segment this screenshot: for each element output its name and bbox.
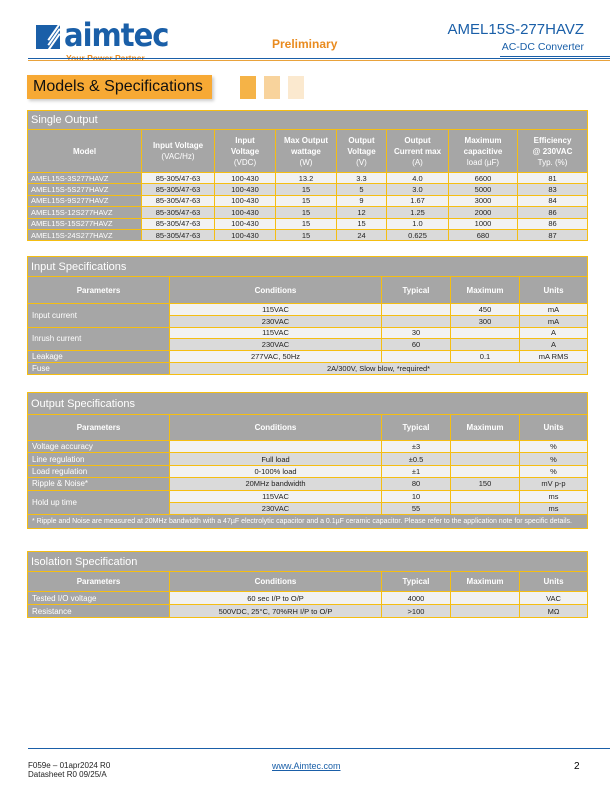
table-cell: 84 bbox=[518, 195, 588, 206]
parameter-name: Load regulation bbox=[28, 465, 170, 477]
table-cell: 55 bbox=[382, 502, 451, 514]
table-row bbox=[28, 184, 588, 195]
table-title-row bbox=[28, 552, 588, 572]
table-cell: 6600 bbox=[449, 173, 518, 184]
table-cell: 2000 bbox=[449, 207, 518, 218]
table-cell: 1.67 bbox=[387, 195, 449, 206]
table-cell: 230VAC bbox=[170, 315, 382, 327]
table-title: Isolation Specification bbox=[28, 552, 588, 572]
table-cell bbox=[451, 453, 520, 465]
table-cell: 100-430 bbox=[215, 207, 276, 218]
table-row bbox=[28, 218, 588, 229]
table-title-row bbox=[28, 111, 588, 130]
table-cell: 680 bbox=[449, 229, 518, 240]
table-cell: >100 bbox=[382, 605, 451, 618]
table-cell: 86 bbox=[518, 218, 588, 229]
header-line: (A) bbox=[412, 157, 423, 167]
column-header-row bbox=[28, 130, 588, 173]
header-line: Output bbox=[404, 135, 431, 145]
footnote-row bbox=[28, 515, 588, 529]
table-cell: 15 bbox=[276, 218, 337, 229]
table-cell: % bbox=[520, 465, 588, 477]
column-header: Units bbox=[520, 572, 588, 592]
table-row bbox=[28, 195, 588, 206]
table-row bbox=[28, 605, 588, 618]
table-cell: 10 bbox=[382, 490, 451, 502]
table-cell: 86 bbox=[518, 207, 588, 218]
column-header bbox=[518, 130, 588, 173]
table-cell: 100-430 bbox=[215, 195, 276, 206]
table-cell bbox=[170, 441, 382, 453]
table-cell bbox=[451, 490, 520, 502]
column-header: Conditions bbox=[170, 572, 382, 592]
table-row bbox=[28, 478, 588, 490]
header-line: Output bbox=[348, 135, 375, 145]
table-row bbox=[28, 173, 588, 184]
table-cell: 5000 bbox=[449, 184, 518, 195]
model-name: AMEL15S-12S277HAVZ bbox=[28, 207, 142, 218]
decor-square bbox=[288, 76, 304, 99]
table-cell bbox=[451, 441, 520, 453]
model-name: AMEL15S-24S277HAVZ bbox=[28, 229, 142, 240]
logo-text: aimtec bbox=[64, 16, 169, 54]
table-cell: 85-305/47-63 bbox=[142, 218, 215, 229]
header-line: (W) bbox=[299, 157, 313, 167]
table-row bbox=[28, 441, 588, 453]
table-cell: 60 sec I/P to O/P bbox=[170, 592, 382, 605]
table-cell: 9 bbox=[337, 195, 387, 206]
table-cell: mA bbox=[520, 304, 588, 316]
table-cell: 30 bbox=[382, 327, 451, 339]
model-name: AMEL15S-3S277HAVZ bbox=[28, 173, 142, 184]
header-line: Voltage bbox=[347, 146, 376, 156]
table-row bbox=[28, 327, 588, 339]
header-line: Input Voltage bbox=[152, 141, 204, 150]
isolation-specs-table bbox=[27, 551, 588, 618]
table-cell: A bbox=[520, 327, 588, 339]
parameter-name: Fuse bbox=[28, 362, 170, 374]
table-cell: 1.0 bbox=[387, 218, 449, 229]
table-cell: 85-305/47-63 bbox=[142, 173, 215, 184]
column-header bbox=[387, 130, 449, 173]
table-cell: A bbox=[520, 339, 588, 351]
column-header bbox=[449, 130, 518, 173]
header-line: (VAC/Hz) bbox=[161, 152, 195, 161]
table-cell: 85-305/47-63 bbox=[142, 184, 215, 195]
parameter-name: Line regulation bbox=[28, 453, 170, 465]
table-title-row bbox=[28, 257, 588, 277]
table-cell: 3.0 bbox=[387, 184, 449, 195]
header-line: capacitive bbox=[463, 146, 503, 156]
table-row bbox=[28, 207, 588, 218]
table-cell: 300 bbox=[451, 315, 520, 327]
parameter-name: Ripple & Noise* bbox=[28, 478, 170, 490]
table-cell: 100-430 bbox=[215, 184, 276, 195]
table-row bbox=[28, 304, 588, 316]
website-link[interactable]: www.Aimtec.com bbox=[272, 761, 341, 771]
column-header-row bbox=[28, 572, 588, 592]
column-header: Conditions bbox=[170, 415, 382, 441]
table-cell: 100-430 bbox=[215, 229, 276, 240]
table-row bbox=[28, 362, 588, 374]
merged-cell: 2A/300V, Slow blow, *required* bbox=[170, 362, 588, 374]
table-cell bbox=[451, 502, 520, 514]
table-cell: ms bbox=[520, 502, 588, 514]
column-header bbox=[142, 130, 215, 173]
column-header: Parameters bbox=[28, 572, 170, 592]
column-header bbox=[276, 130, 337, 173]
table-cell: mA RMS bbox=[520, 351, 588, 363]
table-cell: MΩ bbox=[520, 605, 588, 618]
table-cell: 15 bbox=[276, 195, 337, 206]
header-line: (VDC) bbox=[233, 157, 257, 167]
table-cell: ±1 bbox=[382, 465, 451, 477]
table-cell bbox=[382, 351, 451, 363]
header-line: @ 230VAC bbox=[532, 146, 573, 156]
table-row bbox=[28, 592, 588, 605]
section-title: Models & Specifications bbox=[27, 75, 212, 99]
table-cell: 81 bbox=[518, 173, 588, 184]
table-cell: 85-305/47-63 bbox=[142, 229, 215, 240]
parameter-name: Input current bbox=[28, 304, 170, 328]
table-cell: 85-305/47-63 bbox=[142, 195, 215, 206]
table-cell: ms bbox=[520, 490, 588, 502]
table-cell: 450 bbox=[451, 304, 520, 316]
column-header: Typical bbox=[382, 277, 451, 304]
model-name: AMEL15S-5S277HAVZ bbox=[28, 184, 142, 195]
column-header: Typical bbox=[382, 572, 451, 592]
footer-divider bbox=[28, 748, 610, 749]
decor-square bbox=[264, 76, 280, 99]
column-header-row bbox=[28, 415, 588, 441]
page-number: 2 bbox=[574, 761, 580, 772]
parameter-name: Leakage bbox=[28, 351, 170, 363]
column-header: Parameters bbox=[28, 415, 170, 441]
column-header: Maximum bbox=[451, 572, 520, 592]
table-row bbox=[28, 465, 588, 477]
header-line: Voltage bbox=[230, 146, 260, 156]
column-header: Units bbox=[520, 277, 588, 304]
table-cell: 150 bbox=[451, 478, 520, 490]
table-cell: 4.0 bbox=[387, 173, 449, 184]
column-header bbox=[28, 130, 142, 173]
datasheet-rev: Datasheet R0 09/25/A bbox=[28, 770, 107, 779]
table-cell bbox=[382, 304, 451, 316]
table-cell: 277VAC, 50Hz bbox=[170, 351, 382, 363]
output-specs-table bbox=[27, 392, 588, 529]
header-line: Current max bbox=[393, 146, 442, 156]
column-header: Conditions bbox=[170, 277, 382, 304]
column-header: Maximum bbox=[451, 277, 520, 304]
table-row bbox=[28, 351, 588, 363]
table-cell: 80 bbox=[382, 478, 451, 490]
table-cell: 230VAC bbox=[170, 339, 382, 351]
decor-square bbox=[240, 76, 256, 99]
table-cell: 83 bbox=[518, 184, 588, 195]
table-cell bbox=[451, 339, 520, 351]
logo-mark-icon bbox=[36, 25, 60, 49]
table-cell: 3.3 bbox=[337, 173, 387, 184]
column-header: Maximum bbox=[451, 415, 520, 441]
table-cell: 500VDC, 25°C, 70%RH I/P to O/P bbox=[170, 605, 382, 618]
table-cell: 20MHz bandwidth bbox=[170, 478, 382, 490]
table-cell: 85-305/47-63 bbox=[142, 207, 215, 218]
table-cell bbox=[451, 327, 520, 339]
table-cell: 115VAC bbox=[170, 327, 382, 339]
parameter-name: Hold up time bbox=[28, 490, 170, 515]
header-line: Input bbox=[235, 135, 255, 145]
table-cell: 4000 bbox=[382, 592, 451, 605]
table-row bbox=[28, 453, 588, 465]
header-line: Max Output bbox=[284, 135, 328, 145]
table-cell bbox=[451, 592, 520, 605]
table-cell: 1000 bbox=[449, 218, 518, 229]
table-title-row bbox=[28, 393, 588, 415]
table-cell: 230VAC bbox=[170, 502, 382, 514]
table-cell: ±3 bbox=[382, 441, 451, 453]
parameter-name: Voltage accuracy bbox=[28, 441, 170, 453]
table-cell: 100-430 bbox=[215, 173, 276, 184]
table-row bbox=[28, 490, 588, 502]
table-cell bbox=[451, 465, 520, 477]
parameter-name: Inrush current bbox=[28, 327, 170, 351]
column-header: Units bbox=[520, 415, 588, 441]
model-title: AMEL15S-277HAVZ bbox=[447, 21, 584, 38]
table-cell bbox=[382, 315, 451, 327]
column-header: Typical bbox=[382, 415, 451, 441]
table-cell: 15 bbox=[276, 229, 337, 240]
table-cell: ±0.5 bbox=[382, 453, 451, 465]
table-cell: VAC bbox=[520, 592, 588, 605]
subtitle-divider bbox=[500, 56, 610, 57]
column-header bbox=[215, 130, 276, 173]
header-divider bbox=[28, 58, 610, 59]
table-cell: % bbox=[520, 453, 588, 465]
table-cell: mV p-p bbox=[520, 478, 588, 490]
header-line: Maximum bbox=[464, 135, 502, 145]
table-cell: Full load bbox=[170, 453, 382, 465]
header-line: load (µF) bbox=[466, 157, 500, 167]
parameter-name: Tested I/O voltage bbox=[28, 592, 170, 605]
column-header: Parameters bbox=[28, 277, 170, 304]
table-cell: % bbox=[520, 441, 588, 453]
table-title: Single Output bbox=[28, 111, 588, 130]
table-cell: 15 bbox=[276, 207, 337, 218]
table-cell: 0.625 bbox=[387, 229, 449, 240]
table-title: Input Specifications bbox=[28, 257, 588, 277]
table-cell: 15 bbox=[276, 184, 337, 195]
table-cell: 87 bbox=[518, 229, 588, 240]
header-line: wattage bbox=[291, 146, 321, 156]
model-name: AMEL15S-9S277HAVZ bbox=[28, 195, 142, 206]
table-row bbox=[28, 229, 588, 240]
header-line: (V) bbox=[356, 157, 367, 167]
table-cell: 100-430 bbox=[215, 218, 276, 229]
table-cell: 1.25 bbox=[387, 207, 449, 218]
header-line: Efficiency bbox=[533, 135, 572, 145]
table-cell: 0-100% load bbox=[170, 465, 382, 477]
table-cell: 3000 bbox=[449, 195, 518, 206]
model-name: AMEL15S-15S277HAVZ bbox=[28, 218, 142, 229]
parameter-name: Resistance bbox=[28, 605, 170, 618]
table-cell: mA bbox=[520, 315, 588, 327]
doc-id: F059e – 01apr2024 R0 bbox=[28, 761, 111, 770]
column-header-row bbox=[28, 277, 588, 304]
table-cell: 24 bbox=[337, 229, 387, 240]
single-output-table bbox=[27, 110, 588, 241]
table-cell bbox=[451, 605, 520, 618]
table-title: Output Specifications bbox=[28, 393, 588, 415]
table-cell: 60 bbox=[382, 339, 451, 351]
table-cell: 115VAC bbox=[170, 304, 382, 316]
table-cell: 115VAC bbox=[170, 490, 382, 502]
table-cell: 13.2 bbox=[276, 173, 337, 184]
input-specs-table bbox=[27, 256, 588, 375]
column-header bbox=[337, 130, 387, 173]
footnote: * Ripple and Noise are measured at 20MHz bandwidth with a 47µF electrolytic capacitor and a 0.1µF ceramic capacitor. Please refer to the application note for specific details. bbox=[28, 515, 588, 529]
table-cell: 5 bbox=[337, 184, 387, 195]
header-divider-accent bbox=[28, 60, 610, 61]
product-subtitle: AC-DC Converter bbox=[501, 41, 584, 53]
header-line: Typ. (%) bbox=[537, 157, 568, 167]
header-line: Model bbox=[72, 146, 97, 156]
table-cell: 0.1 bbox=[451, 351, 520, 363]
table-cell: 15 bbox=[337, 218, 387, 229]
status-label: Preliminary bbox=[272, 37, 338, 51]
table-cell: 12 bbox=[337, 207, 387, 218]
